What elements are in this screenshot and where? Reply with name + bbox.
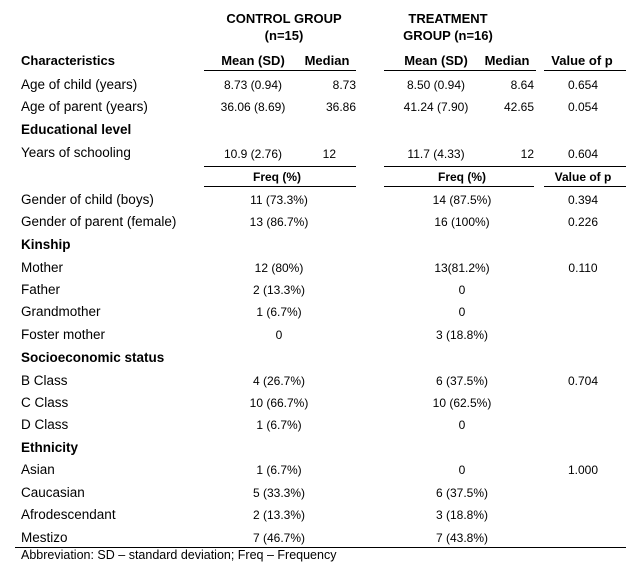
- column-header-p-value: Value of p: [551, 53, 613, 68]
- section-heading: Educational level: [21, 122, 132, 137]
- treatment-freq: 10 (62.5%): [432, 396, 492, 410]
- subheader-rule: [384, 186, 534, 187]
- section-heading: Socioeconomic status: [21, 350, 165, 365]
- treatment-mean-sd: 8.50 (0.94): [406, 78, 466, 92]
- control-freq: 1 (6.7%): [256, 418, 302, 432]
- row-label: D Class: [21, 417, 69, 432]
- row-label: Age of parent (years): [21, 99, 148, 114]
- control-median: 12: [322, 147, 336, 161]
- control-mean-sd: 8.73 (0.94): [223, 78, 283, 92]
- control-freq: 1 (6.7%): [256, 305, 302, 319]
- treatment-freq: 0: [458, 283, 466, 297]
- treatment-freq: 14 (87.5%): [432, 193, 492, 207]
- p-value: 0.604: [567, 147, 599, 161]
- treatment-median: 42.65: [503, 100, 534, 114]
- treatment-mean-sd: 11.7 (4.33): [407, 147, 465, 161]
- treatment-median: 12: [520, 147, 534, 161]
- row-label: Grandmother: [21, 304, 101, 319]
- treatment-freq: 3 (18.8%): [435, 508, 489, 522]
- treatment-freq: 16 (100%): [434, 215, 490, 229]
- control-freq: 2 (13.3%): [252, 508, 306, 522]
- p-value: 0.654: [567, 78, 599, 92]
- treatment-freq: 7 (43.8%): [435, 531, 489, 545]
- control-freq: 13 (86.7%): [249, 215, 309, 229]
- control-freq: 7 (46.7%): [252, 531, 306, 545]
- column-header-control-median: Median: [304, 53, 350, 68]
- treatment-freq: 0: [458, 305, 466, 319]
- row-label: C Class: [21, 395, 69, 410]
- control-freq: 2 (13.3%): [252, 283, 306, 297]
- control-freq: 12 (80%): [254, 261, 304, 275]
- row-label: Age of child (years): [21, 77, 138, 92]
- header-rule: [204, 70, 298, 71]
- treatment-mean-sd: 41.24 (7.90): [403, 100, 469, 114]
- control-freq: 10 (66.7%): [249, 396, 309, 410]
- control-median: 8.73: [332, 78, 356, 92]
- column-header-control-freq: Freq (%): [253, 170, 301, 184]
- treatment-median: 8.64: [510, 78, 534, 92]
- p-value: 0.110: [568, 261, 598, 275]
- treatment-freq: 6 (37.5%): [435, 374, 489, 388]
- subheader-rule: [544, 186, 626, 187]
- control-freq: 5 (33.3%): [252, 486, 306, 500]
- treatment-group-n: GROUP (n=16): [403, 28, 493, 43]
- control-mean-sd: 10.9 (2.76): [223, 147, 283, 161]
- treatment-freq: 0: [458, 418, 466, 432]
- treatment-freq: 6 (37.5%): [435, 486, 489, 500]
- row-label: Gender of parent (female): [21, 214, 177, 229]
- section-heading: Ethnicity: [21, 440, 79, 455]
- control-freq: 1 (6.7%): [256, 463, 302, 477]
- header-rule: [384, 70, 478, 71]
- p-value: 0.054: [567, 100, 599, 114]
- row-label: Foster mother: [21, 327, 106, 342]
- row-label: Gender of child (boys): [21, 192, 154, 207]
- column-header-characteristics: Characteristics: [21, 53, 115, 68]
- column-header-treatment-median: Median: [484, 53, 530, 68]
- p-value: 1.000: [567, 463, 599, 477]
- row-label: Asian: [21, 462, 55, 477]
- control-mean-sd: 36.06 (8.69): [220, 100, 286, 114]
- treatment-freq: 3 (18.8%): [435, 328, 489, 342]
- p-value: 0.394: [567, 193, 599, 207]
- section-heading: Kinship: [21, 237, 71, 252]
- subheader-rule: [204, 186, 356, 187]
- subheader-top-rule: [384, 166, 626, 167]
- column-header-p-value-2: Value of p: [554, 170, 612, 184]
- control-median: 36.86: [325, 100, 356, 114]
- treatment-freq: 0: [458, 463, 466, 477]
- p-value: 0.704: [567, 374, 599, 388]
- row-label: Father: [21, 282, 61, 297]
- row-label: Mestizo: [21, 530, 68, 545]
- control-freq: 4 (26.7%): [252, 374, 306, 388]
- row-label: Afrodescendant: [21, 507, 116, 522]
- treatment-group-title: TREATMENT: [408, 11, 488, 26]
- control-group-n: (n=15): [264, 28, 304, 43]
- header-rule: [298, 70, 356, 71]
- row-label: Mother: [21, 260, 64, 275]
- column-header-control-mean-sd: Mean (SD): [221, 53, 285, 68]
- footnote: Abbreviation: SD – standard deviation; Freq – Frequency: [21, 548, 337, 562]
- row-label: B Class: [21, 373, 68, 388]
- p-value: 0.226: [567, 215, 599, 229]
- column-header-treatment-mean-sd: Mean (SD): [404, 53, 468, 68]
- row-label: Years of schooling: [21, 145, 131, 160]
- column-header-treatment-freq: Freq (%): [438, 170, 486, 184]
- treatment-freq: 13(81.2%): [434, 261, 490, 275]
- control-group-title: CONTROL GROUP: [226, 11, 342, 26]
- header-rule: [544, 70, 626, 71]
- subheader-top-rule: [204, 166, 356, 167]
- control-freq: 0: [275, 328, 283, 342]
- control-freq: 11 (73.3%): [250, 193, 308, 207]
- header-rule: [478, 70, 536, 71]
- row-label: Caucasian: [21, 485, 85, 500]
